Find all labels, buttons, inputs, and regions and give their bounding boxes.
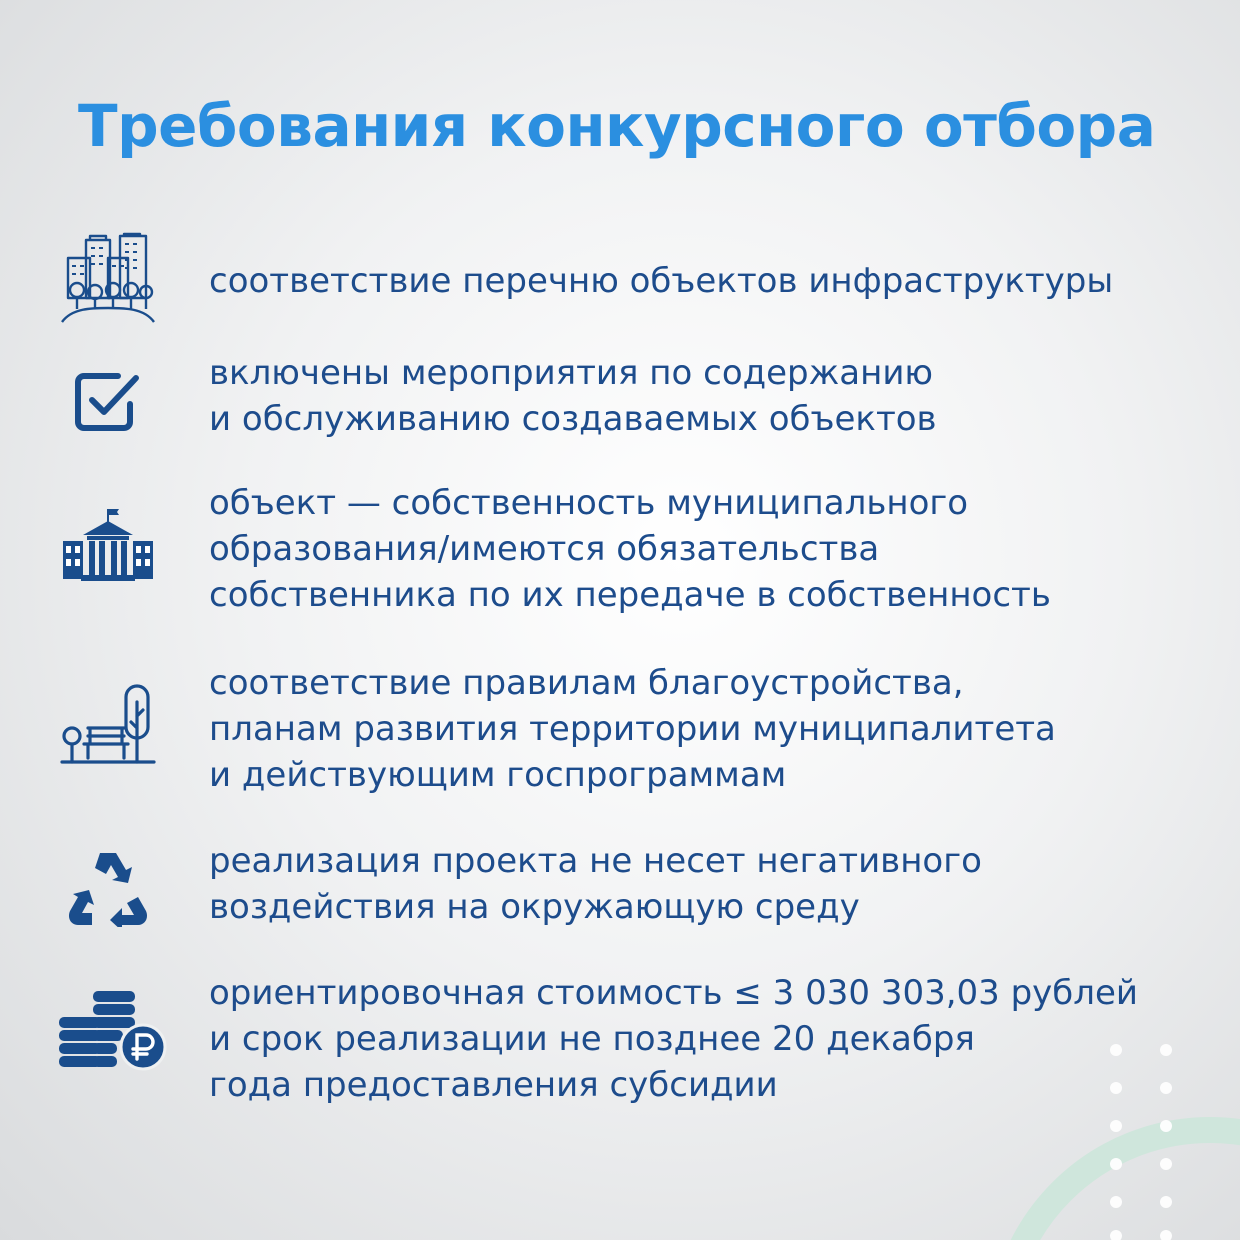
less-or-equal-symbol: ≤ — [733, 973, 762, 1013]
checkbox-icon — [58, 360, 158, 440]
requirement-text: соответствие перечню объектов инфраструктуры — [209, 261, 1114, 301]
requirement-text: объект — собственность муниципального образования/имеются обязательства собственника по их передаче в собственность — [209, 483, 1051, 615]
coins-ruble-icon — [58, 980, 168, 1080]
cost-text-before: ориентировочная стоимость — [209, 973, 734, 1013]
municipal-building-icon — [58, 500, 158, 590]
requirement-text: соответствие правилам благоустройства, планам развития территории муниципалитета и действующим госпрограммам — [209, 663, 1056, 795]
decorative-corner — [910, 1040, 1240, 1240]
city-buildings-icon — [58, 230, 158, 325]
park-bench-icon — [58, 680, 158, 770]
cost-text-after: 3 030 303,03 рублей и срок реализации не позднее 20 декабря года предоставления субсидии — [209, 973, 1139, 1105]
page-title: Требования конкурсного отбора — [78, 92, 1156, 160]
requirement-text: включены мероприятия по содержанию и обслуживанию создаваемых объектов — [209, 353, 937, 439]
requirement-text: реализация проекта не несет негативного воздействия на окружающую среду — [209, 841, 982, 927]
recycle-icon — [58, 848, 158, 928]
